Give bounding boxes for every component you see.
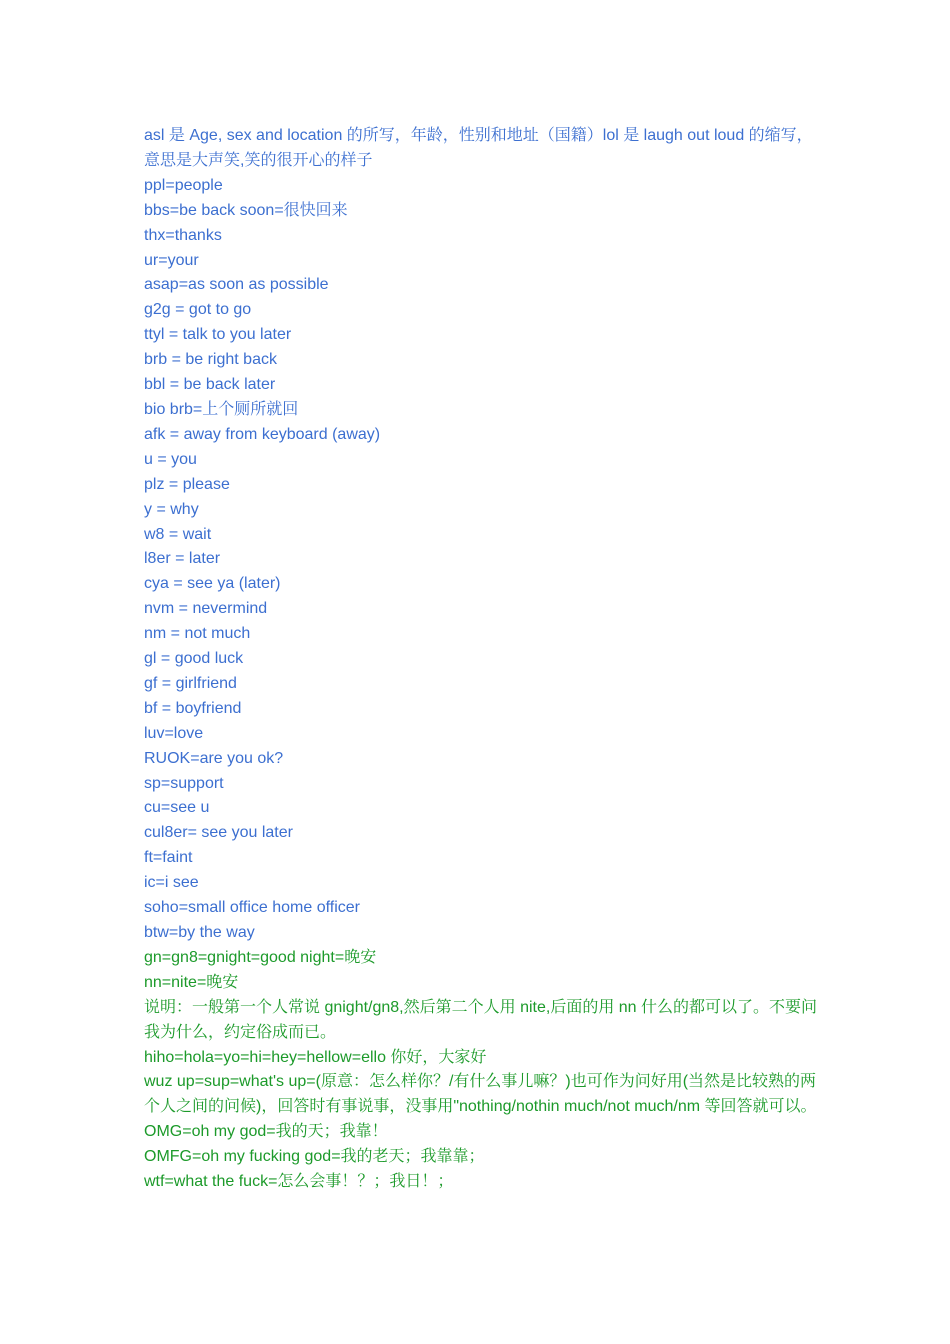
text-line-wuz-up: wuz up=sup=what's up=(原意：怎么样你？/有什么事儿嘛？)也可作为问好用(当然是比较熟的两个人之间的问候)，回答时有事说事，没事用"nothing/nothin much/not much/nm 等回答就可以。 — [144, 1073, 817, 1116]
text-line-explanation: 说明：一般第一个人常说 gnight/gn8,然后第二个人用 nite,后面的用 nn 什么的都可以了。不要问我为什么，约定俗成而已。 — [144, 998, 818, 1041]
text-line-l8er: l8er = later — [144, 550, 221, 568]
text-line-asap: asap=as soon as possible — [144, 276, 329, 294]
text-line-bf: bf = boyfriend — [144, 699, 242, 717]
text-line-u: u = you — [144, 450, 197, 468]
text-line-brb: brb = be right back — [144, 351, 277, 369]
text-line-plz: plz = please — [144, 475, 230, 493]
text-line-ur: ur=your — [144, 251, 199, 269]
text-line-soho: soho=small office home officer — [144, 899, 360, 917]
text-line-sp: sp=support — [144, 774, 224, 792]
text-line-ppl: ppl=people — [144, 176, 223, 194]
text-line-nvm: nvm = nevermind — [144, 600, 268, 618]
text-line-w8: w8 = wait — [144, 525, 212, 543]
text-line-cya: cya = see ya (later) — [144, 575, 281, 593]
text-line-gl: gl = good luck — [144, 650, 244, 668]
text-line-ruok: RUOK=are you ok? — [144, 749, 284, 767]
text-line-cu: cu=see u — [144, 799, 210, 817]
text-line-ttyl: ttyl = talk to you later — [144, 326, 292, 344]
text-line-omfg: OMFG=oh my fucking god=我的老天；我靠靠； — [144, 1148, 485, 1166]
text-line-thx: thx=thanks — [144, 226, 222, 244]
text-line-gn: gn=gn8=gnight=good night=晚安 — [144, 948, 377, 966]
text-line-ft: ft=faint — [144, 849, 193, 867]
text-line-asl-lol: asl 是 Age, sex and location 的所写，年龄，性别和地址（国籍）lol 是 laugh out loud 的缩写，意思是大声笑,笑的很开心的样子 — [144, 127, 813, 169]
text-line-ic: ic=i see — [144, 874, 199, 892]
text-line-wtf: wtf=what the fuck=怎么会事！？；我日！； — [144, 1173, 454, 1191]
text-line-nm: nm = not much — [144, 625, 251, 643]
text-line-nn: nn=nite=晚安 — [144, 973, 239, 991]
text-line-bbl: bbl = be back later — [144, 376, 276, 394]
text-line-bbs: bbs=be back soon=很快回来 — [144, 201, 348, 219]
text-line-luv: luv=love — [144, 724, 204, 742]
text-line-omg: OMG=oh my god=我的天；我靠！ — [144, 1123, 388, 1141]
text-line-gf: gf = girlfriend — [144, 674, 237, 692]
text-line-y: y = why — [144, 500, 199, 518]
text-line-g2g: g2g = got to go — [144, 301, 252, 319]
text-line-hiho: hiho=hola=yo=hi=hey=hellow=ello 你好，大家好 — [144, 1048, 487, 1066]
text-line-bio-brb: bio brb=上个厕所就回 — [144, 400, 299, 418]
document-body — [144, 124, 820, 1195]
text-line-btw: btw=by the way — [144, 924, 255, 941]
text-line-afk: afk = away from keyboard (away) — [144, 425, 381, 443]
text-line-cul8er: cul8er= see you later — [144, 824, 293, 842]
